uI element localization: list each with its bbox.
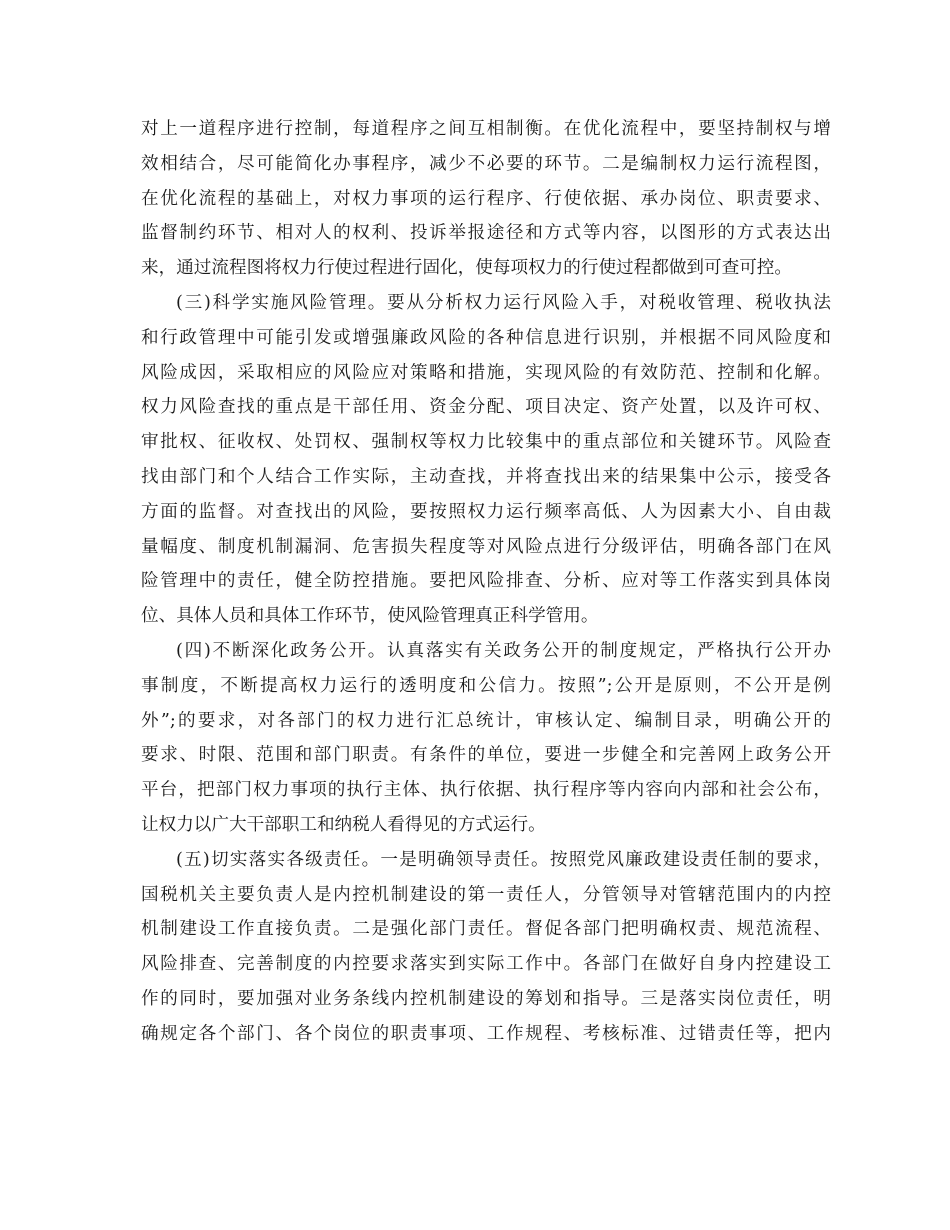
text-line: 方面的监督。对查找出的风险，要按照权力运行频率高低、人为因素大小、自由裁 (141, 501, 831, 522)
paragraph-section-5 (141, 843, 831, 1052)
text-line: 让权力以广大干部职工和纳税人看得见的方式运行。 (141, 814, 546, 835)
text-line: 风险成因，采取相应的风险应对策略和措施，实现风险的有效防范、控制和化解。 (141, 362, 831, 383)
text-line: 事制度，不断提高权力运行的透明度和公信力。按照”;公开是原则，不公开是例 (141, 675, 831, 696)
text-line: 要求、时限、范围和部门职责。有条件的单位，要进一步健全和完善网上政务公开 (141, 745, 831, 766)
text-line: 确规定各个部门、各个岗位的职责事项、工作规程、考核标准、过错责任等，把内 (141, 1023, 831, 1044)
document-body (141, 112, 831, 1052)
text-line: 效相结合，尽可能简化办事程序，减少不必要的环节。二是编制权力运行流程图， (141, 153, 831, 174)
text-line: 位、具体人员和具体工作环节，使风险管理真正科学管用。 (141, 606, 599, 627)
text-line: 权力风险查找的重点是干部任用、资金分配、项目决定、资产处置，以及许可权、 (141, 397, 831, 418)
text-line: 国税机关主要负责人是内控机制建设的第一责任人，分管领导对管辖范围内的内控 (141, 884, 831, 905)
text-line: 作的同时，要加强对业务条线内控机制建设的筹划和指导。三是落实岗位责任，明 (141, 988, 831, 1009)
text-line: 审批权、征收权、处罚权、强制权等权力比较集中的重点部位和关键环节。风险查 (141, 432, 831, 453)
section-heading-line: (三)科学实施风险管理。要从分析权力运行风险入手，对税收管理、税收执法 (176, 292, 831, 313)
text-line: 找由部门和个人结合工作实际，主动查找，并将查找出来的结果集中公示，接受各 (141, 466, 831, 487)
text-line: 监督制约环节、相对人的权利、投诉举报途径和方式等内容，以图形的方式表达出 (141, 223, 831, 244)
text-line: 机制建设工作直接负责。二是强化部门责任。督促各部门把明确权责、规范流程、 (141, 919, 831, 940)
paragraph-continuation (141, 112, 831, 286)
text-line: 量幅度、制度机制漏洞、危害损失程度等对风险点进行分级评估，明确各部门在风 (141, 536, 831, 557)
text-line: 风险排查、完善制度的内控要求落实到实际工作中。各部门在做好自身内控建设工 (141, 954, 831, 975)
text-line: 险管理中的责任，健全防控措施。要把风险排查、分析、应对等工作落实到具体岗 (141, 571, 831, 592)
text-line: 和行政管理中可能引发或增强廉政风险的各种信息进行识别，并根据不同风险度和 (141, 327, 831, 348)
text-line: 来，通过流程图将权力行使过程进行固化，使每项权力的行使过程都做到可查可控。 (141, 258, 792, 279)
paragraph-section-4 (141, 634, 831, 843)
section-heading-line: (四)不断深化政务公开。认真落实有关政务公开的制度规定，严格执行公开办 (176, 640, 831, 661)
text-line: 在优化流程的基础上，对权力事项的运行程序、行使依据、承办岗位、职责要求、 (141, 188, 831, 209)
text-line: 外”;的要求，对各部门的权力进行汇总统计，审核认定、编制目录，明确公开的 (141, 710, 831, 731)
paragraph-section-3 (141, 286, 831, 634)
section-heading-line: (五)切实落实各级责任。一是明确领导责任。按照党风廉政建设责任制的要求， (176, 849, 831, 870)
text-line: 对上一道程序进行控制，每道程序之间互相制衡。在优化流程中，要坚持制权与增 (141, 119, 831, 139)
text-line: 平台，把部门权力事项的执行主体、执行依据、执行程序等内容向内部和社会公布， (141, 780, 831, 801)
